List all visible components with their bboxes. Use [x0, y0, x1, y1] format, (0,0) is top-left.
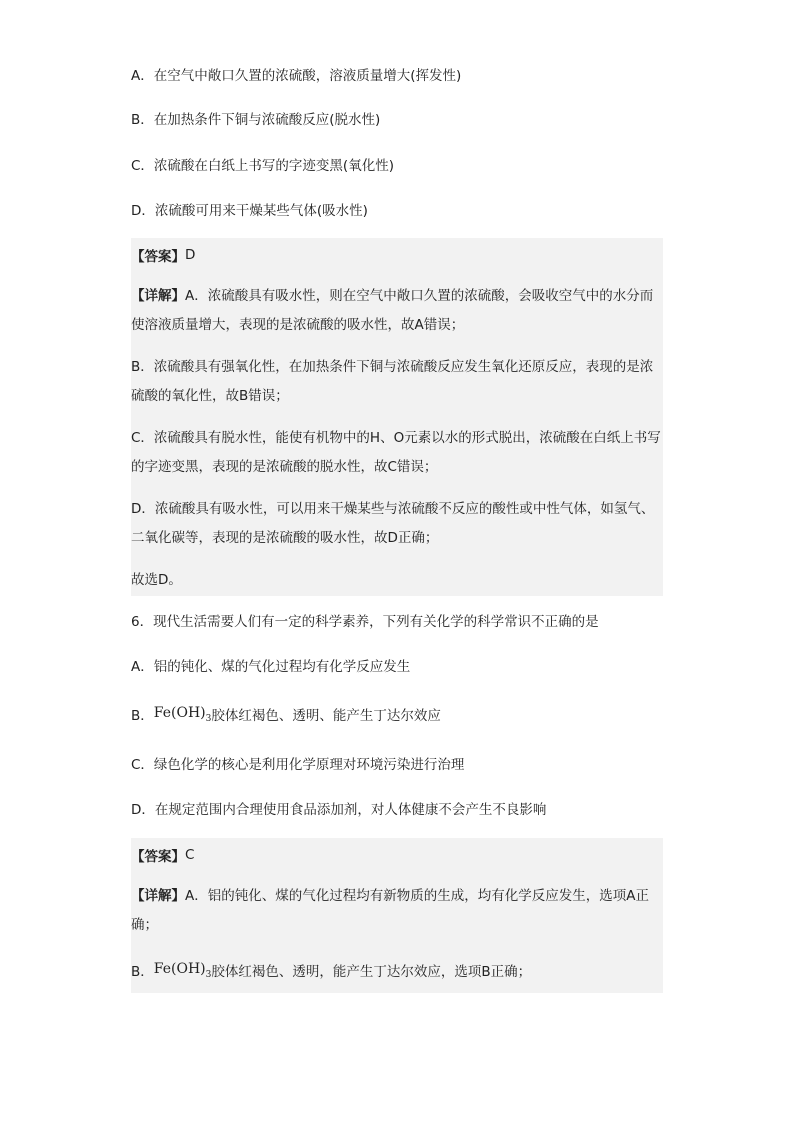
q6-option-c: C．绿色化学的核心是利用化学原理对环境污染进行治理: [131, 757, 465, 773]
ferric-hydroxide-formula: [154, 961, 212, 980]
q5-detail-c: C．浓硫酸具有脱水性，能使有机物中的H、O元素以水的形式脱出，浓硫酸在白纸上书写的字迹变黑，表现的是浓硫酸的脱水性，故C错误；: [131, 430, 661, 475]
q6-detail-b-text: 胶体红褐色、透明，能产生丁达尔效应，选项B正确；: [211, 964, 532, 980]
q6-option-b: [131, 690, 663, 742]
q6-option-d: D．在规定范围内合理使用食品添加剂，对人体健康不会产生不良影响: [131, 802, 547, 818]
q5-detail-d: D．浓硫酸具有吸水性，可以用来干燥某些与浓硫酸不反应的酸性或中性气体，如氢气、二氧化碳等，表现的是浓硫酸的吸水性，故D正确；: [131, 501, 655, 546]
q5-detail-b: B．浓硫酸具有强氧化性，在加热条件下铜与浓硫酸反应发生氧化还原反应，表现的是浓硫酸的氧化性，故B错误；: [131, 359, 654, 404]
q5-answer: D: [185, 247, 196, 263]
q5-option-c: C．浓硫酸在白纸上书写的字迹变黑(氧化性): [131, 158, 394, 174]
q6-detail-b-prefix: B．: [131, 964, 154, 980]
detail-tag: 【详解】: [131, 888, 185, 904]
q5-option-b: B．在加热条件下铜与浓硫酸反应(脱水性): [131, 112, 381, 128]
q5-conclusion: 故选D。: [131, 572, 182, 588]
formula-subscript: 3: [205, 969, 212, 980]
q5-answer-block: [131, 238, 663, 596]
q6-detail-a-text: A．铝的钝化、煤的气化过程均有新物质的生成，均有化学反应发生，选项A正确；: [131, 888, 649, 933]
formula-main: Fe(OH): [153, 705, 206, 722]
q6-stem: 6．现代生活需要人们有一定的科学素养，下列有关化学的科学常识不正确的是: [131, 614, 599, 630]
formula-subscript: 3: [205, 713, 212, 724]
q5-detail-a: [131, 272, 663, 347]
q6-option-b-text: 胶体红褐色、透明、能产生丁达尔效应: [211, 708, 441, 724]
detail-tag: 【详解】: [131, 288, 185, 304]
q6-option-b-prefix: B．: [131, 708, 154, 724]
answer-tag: 【答案】: [131, 249, 185, 265]
q5-detail-a-text: A．浓硫酸具有吸水性，则在空气中敞口久置的浓硫酸，会吸收空气中的水分而使溶液质量增大，表现的是浓硫酸的吸水性，故A错误；: [131, 288, 654, 333]
q5-option-a: A．在空气中敞口久置的浓硫酸，溶液质量增大(挥发性): [131, 68, 462, 84]
q6-detail-a: [131, 872, 663, 947]
formula-main: Fe(OH): [153, 960, 206, 977]
q5-option-d: D．浓硫酸可用来干燥某些气体(吸水性): [131, 203, 368, 219]
q6-option-a: A．铝的钝化、煤的气化过程均有化学反应发生: [131, 659, 411, 675]
answer-tag: 【答案】: [131, 849, 185, 865]
q6-answer-line: [131, 838, 663, 872]
q6-answer: C: [185, 847, 195, 863]
q6-detail-b: [131, 947, 663, 993]
q6-answer-block: [131, 838, 663, 993]
ferric-hydroxide-formula: [154, 702, 212, 730]
document-page: [131, 56, 663, 993]
q5-answer-line: [131, 238, 663, 272]
